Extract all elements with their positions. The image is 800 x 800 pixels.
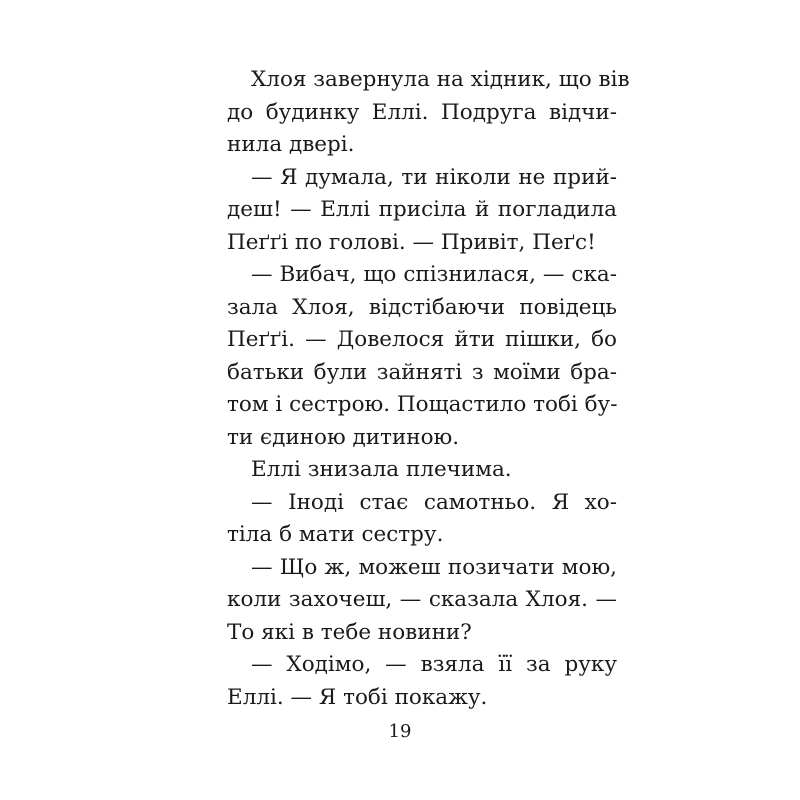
text-line: коли захочеш, — сказала Хлоя. — bbox=[227, 587, 617, 612]
text-line: деш! — Еллі присіла й погладила bbox=[227, 197, 617, 222]
text-line: — Іноді стає самотньо. Я хо- bbox=[251, 489, 617, 515]
text-line: нила двері. bbox=[227, 132, 355, 157]
text-line: батьки були зайняті з моїми бра- bbox=[227, 359, 617, 385]
text-line: — Я думала, ти ніколи не прий- bbox=[251, 164, 617, 190]
text-line: Еллі. — Я тобі покажу. bbox=[227, 684, 488, 710]
text-line: То які в тебе новини? bbox=[227, 619, 472, 645]
text-line: том і сестрою. Пощастило тобі бу- bbox=[227, 392, 618, 417]
text-line: Еллі знизала плечима. bbox=[251, 457, 512, 482]
text-line: — Ходімо, — взяла її за руку bbox=[251, 652, 617, 677]
text-line: — Що ж, можеш позичати мою, bbox=[251, 554, 617, 580]
text-line: тіла б мати сестру. bbox=[227, 522, 444, 547]
text-line: Пеґґі. — Довелося йти пішки, бо bbox=[227, 327, 617, 352]
text-line: ти єдиною дитиною. bbox=[227, 424, 460, 450]
text-line: Хлоя завернула на хідник, що вів bbox=[251, 67, 630, 92]
text-line: Пеґґі по голові. — Привіт, Пеґс! bbox=[227, 229, 596, 255]
page-number: 19 bbox=[388, 721, 412, 742]
text-line: — Вибач, що спізнилася, — ска- bbox=[251, 262, 617, 287]
text-line: зала Хлоя, відстібаючи повідець bbox=[227, 294, 617, 320]
text-line: до будинку Еллі. Подруга відчи- bbox=[227, 99, 617, 125]
body-text bbox=[227, 64, 630, 714]
